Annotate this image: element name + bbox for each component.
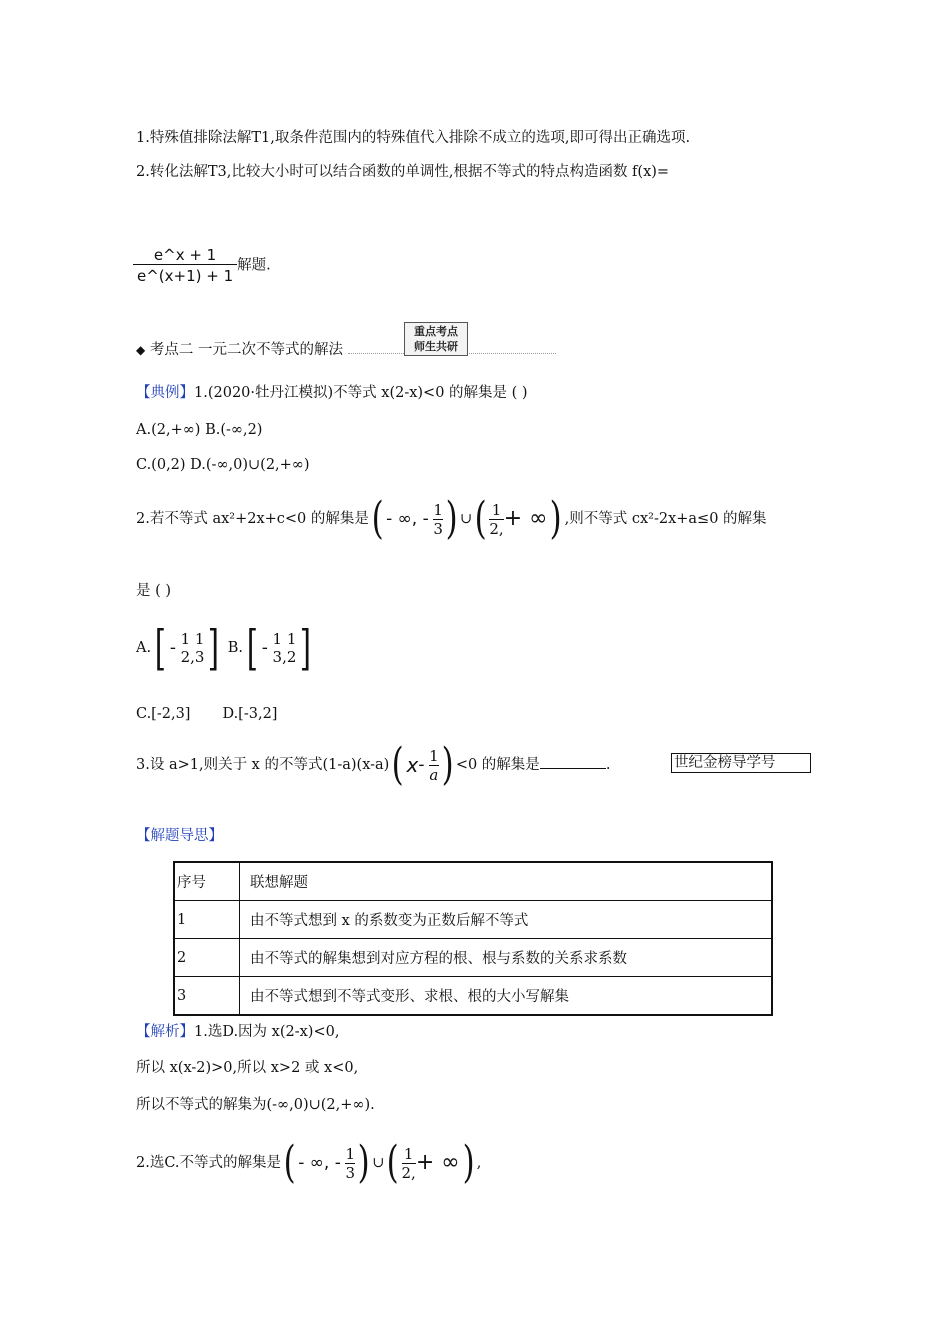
fraction-den: 3 [345, 1163, 356, 1182]
fraction-den: 3 [433, 519, 443, 538]
intro-tail: 解题. [237, 257, 271, 274]
union-symbol-s4: ∪ [372, 1155, 385, 1171]
q3-suffix: <0 的解集是 [455, 757, 540, 773]
example-q1 [136, 383, 528, 403]
fraction-numerator: e^x + 1 [153, 246, 217, 264]
solution-label: 【解析】 [136, 1024, 194, 1040]
q2-prefix: 2.若不等式 ax²+2x+c<0 的解集是 [136, 511, 369, 527]
left-paren-q3: ( [391, 739, 404, 790]
minus: - [418, 755, 425, 775]
fraction-num: 1 1 [180, 630, 205, 648]
right-bracket-b: ] [300, 620, 312, 676]
option-a-fractions [181, 630, 205, 666]
plus-inf-s4: + ∞ [415, 1150, 460, 1175]
table-row [174, 977, 772, 1016]
fraction-den: 2,3 [180, 648, 205, 666]
left-bracket-b: [ [246, 620, 259, 676]
q3-end: . [605, 757, 611, 773]
fraction-den: a [429, 765, 439, 784]
neg-inf: - ∞, - [386, 509, 429, 529]
one-over-a-fraction [429, 747, 439, 784]
header-hint: 联想解题 [240, 862, 773, 901]
union-symbol: ∪ [460, 511, 473, 527]
q2-continuation: 是 ( ) [136, 583, 172, 599]
table-row [174, 901, 772, 939]
q1-options-cd: C.(0,2) D.(-∞,0)∪(2,+∞) [136, 457, 310, 473]
one-third-fraction [433, 501, 443, 538]
key-point-badge [404, 322, 468, 356]
right-paren-2: ) [550, 493, 563, 544]
one-third-fraction-s4 [345, 1145, 355, 1182]
fraction-num: 1 [345, 1144, 356, 1163]
badge-line-1: 重点考点 [414, 325, 458, 338]
section-heading [136, 340, 556, 360]
badge-line-2: 师生共研 [414, 340, 458, 353]
right-paren-s4: ) [357, 1137, 370, 1188]
fraction-num: 1 [403, 1144, 414, 1163]
guide-label-text: 【解题导思】 [136, 828, 223, 844]
intro-fraction-line [133, 246, 271, 285]
example-q3 [136, 740, 610, 790]
example-label: 【典例】 [136, 385, 194, 401]
option-b-label: B. [227, 640, 244, 656]
row-index: 1 [174, 901, 240, 939]
option-c: C.[-2,3] [136, 706, 191, 722]
right-paren: ) [445, 493, 458, 544]
neg-sign: - [169, 638, 176, 658]
fraction-num: 1 [491, 500, 502, 519]
right-paren-q3: ) [441, 739, 454, 790]
plus-inf: + ∞ [503, 506, 548, 531]
row-hint: 由不等式的解集想到对应方程的根、根与系数的关系求系数 [240, 939, 773, 977]
fraction-num: 1 [433, 500, 443, 519]
section-title: 考点二 一元二次不等式的解法 [149, 342, 343, 358]
q2-suffix: ,则不等式 cx²-2x+a≤0 的解集 [564, 511, 767, 527]
fraction-den: 2, [489, 519, 504, 538]
solution-line-1 [136, 1022, 339, 1042]
left-paren-s4b: ( [386, 1137, 399, 1188]
fraction-den: 3,2 [272, 648, 297, 666]
fraction-den: 2, [401, 1163, 416, 1182]
table-row [174, 939, 772, 977]
row-index: 2 [174, 939, 240, 977]
s4-suffix: , [476, 1155, 482, 1171]
solution-line-2: 所以 x(x-2)>0,所以 x>2 或 x<0, [136, 1060, 359, 1076]
fraction-denominator: e^(x+1) + 1 [133, 264, 237, 285]
one-half-fraction [489, 501, 503, 538]
one-half-fraction-s4 [402, 1145, 416, 1182]
s4-prefix: 2.选C.不等式的解集是 [136, 1155, 282, 1171]
answer-blank[interactable] [540, 752, 606, 769]
left-paren-2: ( [474, 493, 487, 544]
solution-line-3: 所以不等式的解集为(-∞,0)∪(2,+∞). [136, 1097, 375, 1113]
example-q2 [136, 494, 767, 544]
intro-line-1: 1.特殊值排除法解T1,取条件范围内的特殊值代入排除不成立的选项,即可得出正确选项. [136, 130, 691, 146]
left-bracket: [ [154, 620, 167, 676]
solution-s1: 1.选D.因为 x(2-x)<0, [194, 1024, 340, 1040]
function-fraction [133, 246, 237, 285]
fraction-num: 1 1 [272, 630, 297, 648]
q2-options-ab [136, 622, 315, 674]
left-paren: ( [371, 493, 384, 544]
option-b-fractions [273, 630, 297, 666]
table-header-row [174, 862, 772, 901]
neg-sign-b: - [261, 638, 268, 658]
left-paren-s4: ( [283, 1137, 296, 1188]
header-index: 序号 [174, 862, 240, 901]
q1-text: 1.(2020·牡丹江模拟)不等式 x(2-x)<0 的解集是 ( ) [194, 385, 528, 401]
right-bracket: ] [208, 620, 220, 676]
diamond-icon: ◆ [136, 343, 146, 357]
q3-prefix: 3.设 a>1,则关于 x 的不等式(1-a)(x-a) [136, 757, 390, 773]
q2-options-cd [136, 704, 277, 724]
guide-table [173, 861, 773, 1016]
solution-line-4 [136, 1138, 481, 1188]
guide-label [136, 826, 223, 846]
jinbang-code-box: 世纪金榜导学号 [671, 753, 811, 773]
row-index: 3 [174, 977, 240, 1016]
right-paren-s4b: ) [462, 1137, 475, 1188]
q1-options-ab: A.(2,+∞) B.(-∞,2) [136, 422, 263, 438]
row-hint: 由不等式想到 x 的系数变为正数后解不等式 [240, 901, 773, 939]
fraction-num: 1 [429, 746, 439, 765]
var-x: x [406, 753, 419, 777]
neg-inf-s4: - ∞, - [298, 1153, 341, 1173]
row-hint: 由不等式想到不等式变形、求根、根的大小写解集 [240, 977, 773, 1016]
option-d: D.[-3,2] [222, 706, 278, 722]
intro-line-2: 2.转化法解T3,比较大小时可以结合函数的单调性,根据不等式的特点构造函数 f(x)= [136, 164, 670, 180]
option-a-label: A. [136, 640, 152, 656]
